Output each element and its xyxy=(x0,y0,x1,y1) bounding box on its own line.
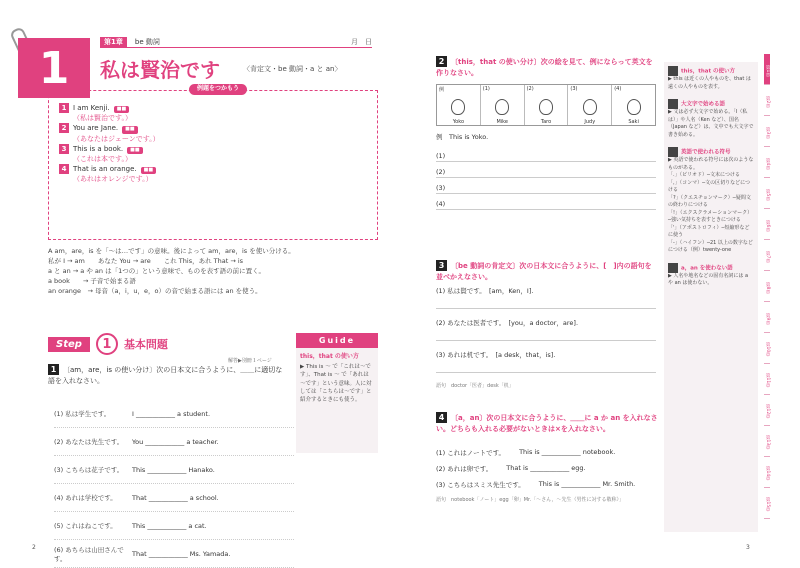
example-item xyxy=(59,164,367,184)
side-note-title: 英語で使われる符号 xyxy=(681,149,731,156)
vocab-note: 語句 doctor「医者」desk「机」 xyxy=(436,383,514,389)
answer-reference: 解答▶別冊１ページ xyxy=(228,358,272,364)
figure-name: Yoko xyxy=(452,119,465,125)
item-english: [am，Ken，I]. xyxy=(489,287,534,295)
item-english[interactable]: You ____________ a teacher. xyxy=(132,437,219,446)
chapter-tab[interactable]: 第5章 xyxy=(764,178,770,209)
side-note-title: this，that の使い方 xyxy=(681,68,736,75)
guide-body xyxy=(296,348,378,408)
date-fields: 月 日 xyxy=(351,37,372,46)
side-note-text: ▶ 英語で使われる符号には次のようなものがある。 「.」（ピリオド）─文末につける 「,」（コンマ）─文の区切りなどにつける 「?」（クエスチョンマーク）─疑問文の終わりにつける 「!」（エクスクラメーションマーク）─強い気持ちを表すときにつける 「'」（アポストロフィ）─短縮形などに使う 「-」（ハイフン）─21 以上の数字などにつける（例）twenty-one xyxy=(668,157,754,253)
grammar-line: an orange → 母音（a，i，u，e，o）の音で始まる語には an を使う。 xyxy=(48,287,262,296)
chapter-name: be 動詞 xyxy=(134,37,160,46)
person-icon xyxy=(539,99,553,115)
item-english[interactable]: That is ____________ egg. xyxy=(506,464,586,472)
chapter-tab[interactable]: 第3章 xyxy=(764,116,770,147)
item-japanese: (6) あちらは山田さんです。 xyxy=(54,545,124,563)
answer-line[interactable] xyxy=(436,162,656,178)
example-item xyxy=(59,123,367,143)
chapter-tab[interactable]: 第12章 xyxy=(764,395,770,426)
question-text: 〔be 動詞の肯定文〕次の日本文に合うように、[ ]内の語句を並べかえなさい。 xyxy=(436,262,652,281)
item-english[interactable]: This ____________ Hanako. xyxy=(132,465,215,474)
question-text: 〔a，an〕次の日本文に合うように、＿＿に a か an を入れなさい。どちらも入れる必要がないときは×を入れなさい。 xyxy=(436,414,658,433)
chapter-tab[interactable]: 第1章 xyxy=(764,54,770,85)
lesson-subtitle: 〈肯定文・be 動詞・a と an〉 xyxy=(243,65,342,73)
figure-number: (4) xyxy=(614,86,622,92)
question-3-heading xyxy=(436,260,658,282)
question-4-items xyxy=(436,448,656,503)
question-number: 4 xyxy=(436,412,447,423)
example-number: 3 xyxy=(59,144,69,154)
question-text: 〔am，are，is の使い分け〕次の日本文に合うように、＿＿に適切な語を入れなさい。 xyxy=(48,366,283,385)
item-english[interactable]: That ____________ Ms. Yamada. xyxy=(132,549,231,558)
item-english[interactable]: I ____________ a student. xyxy=(132,409,211,418)
figure-name: Taro xyxy=(540,119,552,125)
page-number: 3 xyxy=(746,544,750,551)
lesson-title: 私は賢治です xyxy=(100,58,220,82)
list-item xyxy=(436,350,656,382)
item-english: [you，a doctor，are]. xyxy=(508,319,579,327)
example-japanese: （あれはオレンジです。） xyxy=(73,175,153,184)
step-header xyxy=(48,333,288,355)
example-number: 4 xyxy=(59,164,69,174)
side-note-title: a，an を使わない語 xyxy=(681,265,733,271)
question-1-heading xyxy=(48,364,288,386)
figure-name: Judy xyxy=(584,119,596,125)
figure-name: Saki xyxy=(628,119,639,125)
example-number: 2 xyxy=(59,123,69,133)
list-item xyxy=(54,512,294,540)
example-english: That is an orange. xyxy=(73,165,137,174)
question-1-list xyxy=(54,400,294,568)
example-tag: ■■ xyxy=(122,126,137,133)
item-english[interactable]: This is ____________ notebook. xyxy=(519,448,616,456)
example-english: You are Jane. xyxy=(73,124,119,133)
list-item xyxy=(54,484,294,512)
chapter-tab[interactable]: 第2章 xyxy=(764,85,770,116)
note-icon xyxy=(668,147,678,157)
example-english: I am Kenji. xyxy=(73,104,110,112)
note-icon xyxy=(668,99,678,109)
person-icon xyxy=(495,99,509,115)
chapter-tab[interactable]: 第4章 xyxy=(764,147,770,178)
chapter-tab[interactable]: 第7章 xyxy=(764,240,770,271)
figure-name: Mike xyxy=(496,119,508,125)
question-2-answers xyxy=(436,132,656,210)
answer-line[interactable] xyxy=(436,359,656,373)
item-japanese: (4) あれは学校です。 xyxy=(54,494,117,502)
example-box xyxy=(48,85,378,240)
grammar-line: A am，are，is を「～は…です」の意味。後によって am，are，is を使い分ける。 xyxy=(48,247,295,255)
item-japanese: (2) あなたは医者です。 xyxy=(436,319,503,327)
figure-item xyxy=(437,85,481,125)
list-item xyxy=(54,540,294,568)
chapter-tab[interactable]: 第14章 xyxy=(764,457,770,488)
chapter-tabs xyxy=(764,54,784,519)
chapter-tag: 第1章 xyxy=(100,37,127,47)
chapter-tab[interactable]: 第10章 xyxy=(764,333,770,364)
side-note xyxy=(668,263,754,288)
question-3-items xyxy=(436,286,656,389)
list-item xyxy=(436,286,656,318)
person-icon xyxy=(627,99,641,115)
grammar-notes xyxy=(48,246,378,296)
chapter-tab[interactable]: 第11章 xyxy=(764,364,770,395)
example-tag: ■■ xyxy=(127,147,142,154)
item-japanese: (1) 私は学生です。 xyxy=(54,410,111,418)
item-japanese: (1) これはノートです。 xyxy=(436,449,506,457)
sidebar-notes xyxy=(664,62,758,532)
question-text: 〔this，that の使い分け〕次の絵を見て、例にならって英文を作りなさい。 xyxy=(436,58,653,77)
answer-number: (2) xyxy=(436,168,446,176)
answer-line[interactable] xyxy=(436,295,656,309)
answer-number: (4) xyxy=(436,200,446,208)
list-item xyxy=(54,428,294,456)
figure-number: 例 xyxy=(439,87,445,93)
person-icon xyxy=(583,99,597,115)
page-number: 2 xyxy=(32,544,36,551)
grammar-line: a book → 子音で始まる語 xyxy=(48,277,136,286)
right-page xyxy=(416,28,784,551)
figure-item xyxy=(525,85,569,125)
example-item xyxy=(59,103,367,123)
example-japanese: （私は賢治です。） xyxy=(73,114,132,123)
figure-number: (1) xyxy=(482,86,490,92)
answer-number: (3) xyxy=(436,184,446,192)
example-label: 例題をつかもう xyxy=(189,84,247,95)
side-note-text: ▶ 文は必ず大文字で始める。「I（私は）」や人名（Ken など）、国名（Japan など）は、文中でも大文字で書き始める。 xyxy=(668,109,754,138)
side-note-title: 大文字で始める語 xyxy=(681,101,726,108)
example-answer: 例 This is Yoko. xyxy=(436,133,489,141)
chapter-header xyxy=(100,36,372,48)
figure-item xyxy=(612,85,655,125)
list-item xyxy=(54,400,294,428)
example-item xyxy=(59,144,367,164)
side-note xyxy=(668,99,754,139)
item-japanese: (3) こちらはスミス先生です。 xyxy=(436,481,525,489)
step-number: 1 xyxy=(96,333,118,355)
answer-line[interactable] xyxy=(436,327,656,341)
grammar-line: a と an → a や an は「1つの」という意味で、ものを表す語の前に置く。 xyxy=(48,267,265,276)
example-number: 1 xyxy=(59,103,69,113)
step-title: 基本問題 xyxy=(123,338,168,351)
item-english: [a desk，that，is]. xyxy=(495,351,556,359)
question-4-heading xyxy=(436,412,658,434)
picture-strip xyxy=(436,84,656,126)
side-note xyxy=(668,147,754,255)
note-icon xyxy=(668,263,678,273)
step-label: Step xyxy=(48,337,90,352)
item-japanese: (3) あれは机です。 xyxy=(436,351,490,359)
list-item xyxy=(436,480,656,496)
grammar-line: 私が I → am あなた You → are これ This，あれ That → is xyxy=(48,257,244,266)
question-number: 2 xyxy=(436,56,447,67)
item-english[interactable]: This ____________ a cat. xyxy=(132,521,207,530)
chapter-tab[interactable]: 第13章 xyxy=(764,426,770,457)
item-japanese: (2) あなたは先生です。 xyxy=(54,438,124,446)
item-japanese: (2) あれは卵です。 xyxy=(436,465,493,473)
left-page xyxy=(18,28,378,563)
item-japanese: (1) 私は賢です。 xyxy=(436,287,483,295)
item-japanese: (5) これはねこです。 xyxy=(54,522,117,530)
example-tag: ■■ xyxy=(141,167,156,174)
example-japanese: （これは本です。） xyxy=(73,155,132,164)
person-icon xyxy=(451,99,465,115)
question-number: 3 xyxy=(436,260,447,271)
chapter-tab[interactable]: 第6章 xyxy=(764,209,770,240)
guide-text: ▶ This is ～ で「これは～です」、That is ～ で「あれは～です」という意味。人に対しては「こちらは～です」と紹介するときにも使う。 xyxy=(300,364,372,403)
figure-number: (2) xyxy=(526,86,534,92)
item-english[interactable]: This is ____________ Mr. Smith. xyxy=(538,480,636,488)
list-item xyxy=(54,456,294,484)
note-icon xyxy=(668,66,678,76)
figure-item xyxy=(568,85,612,125)
guide-heading: Guide xyxy=(296,333,378,348)
side-note-text: ▶ 人名や地名などの固有名詞には a や an は使わない。 xyxy=(668,272,749,286)
list-item xyxy=(436,464,656,480)
figure-item xyxy=(481,85,525,125)
guide-title: this，that の使い方 xyxy=(300,353,359,360)
vocab-note: 語句 notebook「ノート」egg「卵」Mr.「～さん，～先生（男性に対する敬称）」 xyxy=(436,497,625,503)
figure-number: (3) xyxy=(570,86,578,92)
example-tag: ■■ xyxy=(114,106,129,113)
question-2-heading xyxy=(436,56,658,78)
example-japanese: （あなたはジェーンです。） xyxy=(73,134,160,143)
answer-number: (1) xyxy=(436,152,446,160)
chapter-tab[interactable]: 第9章 xyxy=(764,302,770,333)
answer-line[interactable] xyxy=(436,194,656,210)
answer-line[interactable] xyxy=(436,146,656,162)
example-english: This is a book. xyxy=(73,144,124,153)
list-item xyxy=(436,448,656,464)
side-note xyxy=(668,66,754,91)
guide-panel xyxy=(296,333,378,453)
side-note-text: ▶ this は近くの人やものを、that は遠くの人やものを表す。 xyxy=(668,76,751,90)
item-english[interactable]: That ____________ a school. xyxy=(132,493,219,502)
answer-line[interactable] xyxy=(436,178,656,194)
lesson-number: 1 xyxy=(18,38,90,98)
question-number: 1 xyxy=(48,364,59,375)
item-japanese: (3) こちらは花子です。 xyxy=(54,466,124,474)
chapter-tab[interactable]: 第15章 xyxy=(764,488,770,519)
list-item xyxy=(436,318,656,350)
chapter-tab[interactable]: 第8章 xyxy=(764,271,770,302)
